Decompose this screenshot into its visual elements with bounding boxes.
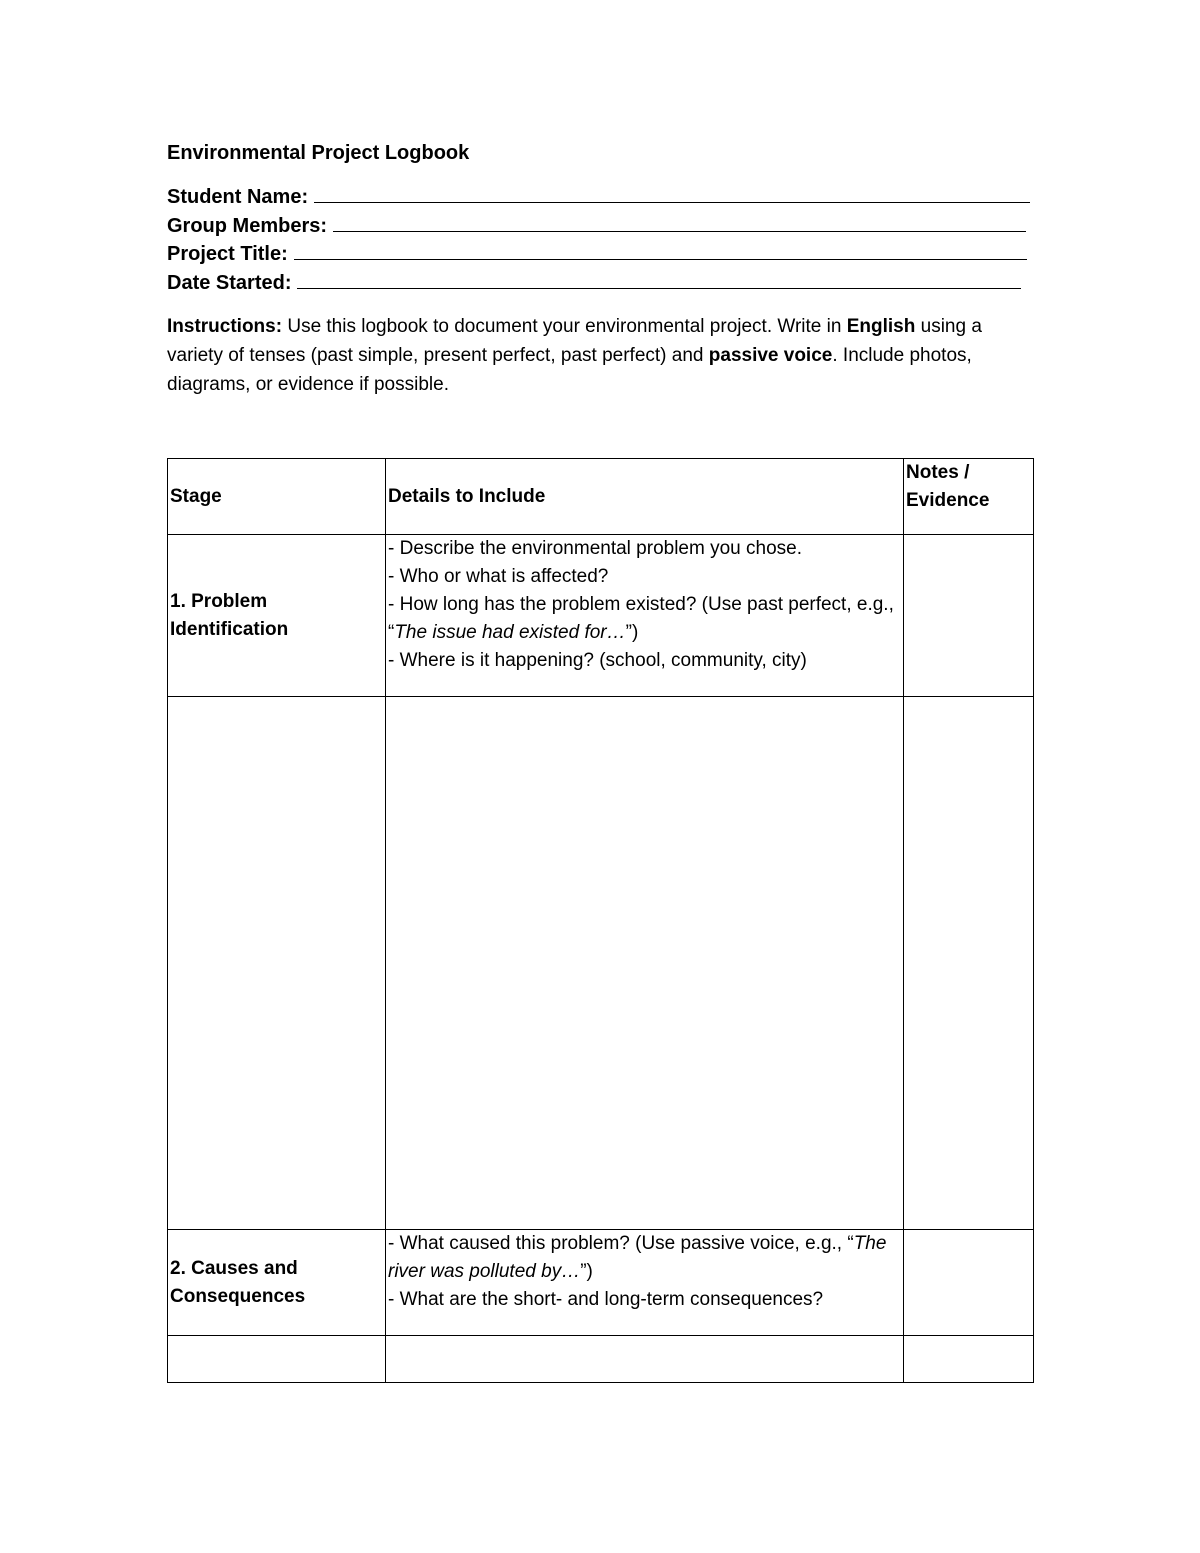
list-item bbox=[388, 1230, 903, 1286]
project-title-line[interactable] bbox=[294, 241, 1027, 260]
instructions-label: Instructions: bbox=[167, 316, 283, 337]
header-details: Details to Include bbox=[386, 459, 904, 535]
instructions-text-1: Use this logbook to document your environmental project. Write in bbox=[282, 316, 847, 337]
date-started-field[interactable] bbox=[167, 270, 1021, 296]
list-item: - Describe the environmental problem you chose. bbox=[388, 538, 802, 559]
student-name-label: Student Name: bbox=[167, 186, 309, 208]
blank-notes-cell[interactable] bbox=[904, 697, 1034, 1230]
list-item-text: ”) bbox=[580, 1261, 593, 1282]
table-header-row bbox=[168, 459, 1034, 535]
stage-causes-consequences: 2. Causes and Consequences bbox=[168, 1230, 386, 1336]
instructions-text-3: . Include photos, diagrams, or evidence if possible. bbox=[167, 345, 972, 395]
document-title: Environmental Project Logbook bbox=[167, 142, 470, 164]
list-item: - What are the short- and long-term consequences? bbox=[388, 1289, 824, 1310]
list-item: - Who or what is affected? bbox=[388, 566, 609, 587]
blank-stage-cell[interactable] bbox=[168, 1336, 386, 1383]
details-causes-consequences bbox=[386, 1230, 904, 1336]
group-members-line[interactable] bbox=[333, 213, 1026, 232]
list-item: - Where is it happening? (school, community, city) bbox=[388, 650, 807, 671]
table-row-blank bbox=[168, 1336, 1034, 1383]
stage-problem-identification: 1. Problem Identification bbox=[168, 535, 386, 697]
group-members-field[interactable] bbox=[167, 213, 1026, 239]
project-title-field[interactable] bbox=[167, 241, 1027, 267]
instructions-text-2: using a variety of tenses (past simple, present perfect, past perfect) and bbox=[167, 316, 982, 366]
table-row bbox=[168, 535, 1034, 697]
header-notes: Notes / Evidence bbox=[904, 459, 1034, 535]
instructions-paragraph bbox=[167, 312, 1027, 399]
list-item-text: ”) bbox=[625, 622, 639, 643]
list-item-example: The issue had existed for… bbox=[394, 622, 626, 643]
table-row bbox=[168, 1230, 1034, 1336]
date-started-line[interactable] bbox=[297, 270, 1021, 289]
project-title-label: Project Title: bbox=[167, 243, 288, 265]
notes-problem-identification[interactable] bbox=[904, 535, 1034, 697]
date-started-label: Date Started: bbox=[167, 272, 292, 294]
list-item-text: - How long has the problem existed? (Use past perfect, e.g., “ bbox=[388, 594, 894, 643]
group-members-label: Group Members: bbox=[167, 215, 328, 237]
instructions-bold-passive: passive voice bbox=[708, 345, 833, 366]
list-item bbox=[388, 591, 903, 647]
blank-details-cell[interactable] bbox=[386, 1336, 904, 1383]
student-name-line[interactable] bbox=[314, 184, 1030, 203]
table-row-blank bbox=[168, 697, 1034, 1230]
blank-details-cell[interactable] bbox=[386, 697, 904, 1230]
blank-stage-cell[interactable] bbox=[168, 697, 386, 1230]
details-problem-identification bbox=[386, 535, 904, 697]
instructions-bold-english: English bbox=[846, 316, 916, 337]
logbook-table bbox=[167, 458, 1034, 1383]
notes-causes-consequences[interactable] bbox=[904, 1230, 1034, 1336]
student-name-field[interactable] bbox=[167, 184, 1030, 210]
list-item-text: - What caused this problem? (Use passive voice, e.g., “ bbox=[388, 1233, 854, 1254]
header-stage: Stage bbox=[168, 459, 386, 535]
list-item-example: The river was polluted by… bbox=[388, 1233, 887, 1282]
blank-notes-cell[interactable] bbox=[904, 1336, 1034, 1383]
